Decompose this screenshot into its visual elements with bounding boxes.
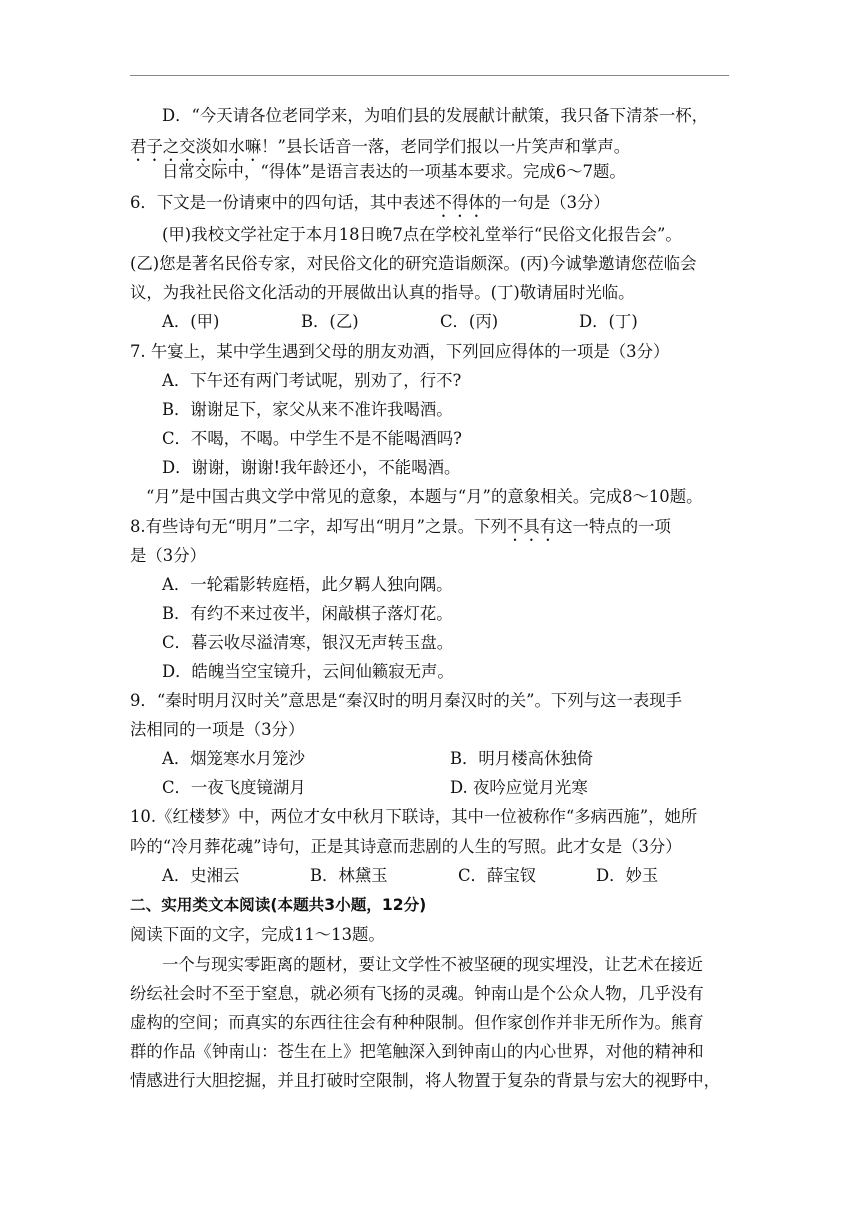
q10-option-b: B．林黛玉 xyxy=(310,866,388,885)
q10-stem-line2: 吟的“冷月葬花魂”诗句，正是其诗意而悲剧的人生的写照。此才女是（3分） xyxy=(130,837,682,856)
q7-option-c: C．不喝，不喝。中学生不是不能喝酒吗? xyxy=(162,429,462,448)
q6-para-line1: (甲)我校文学社定于本月18日晚7点在学校礼堂举行“民俗文化报告会”。 xyxy=(162,225,682,244)
passage-line1: 一个与现实零距离的题材，要让文学性不被坚硬的现实埋没，让艺术在接近 xyxy=(162,955,703,974)
q5-option-d-line1: D．“今天请各位老同学来，为咱们县的发展献计献策，我只备下清茶一杯， xyxy=(162,106,709,125)
q7-option-d: D．谢谢，谢谢!我年龄还小，不能喝酒。 xyxy=(162,458,461,477)
q8-option-d: D．皓魄当空宝镜升，云间仙籁寂无声。 xyxy=(162,662,454,681)
q8-option-b: B．有约不来过夜半，闲敲棋子落灯花。 xyxy=(162,604,453,623)
q6-stem-pre: 6．下文是一份请柬中的四句话，其中表述 xyxy=(130,193,436,212)
q10-option-a: A．史湘云 xyxy=(162,866,240,885)
passage-line4: 群的作品《钟南山：苍生在上》把笔触深入到钟南山的内心世界，对他的精神和 xyxy=(130,1042,704,1061)
q7-option-b: B．谢谢足下，家父从来不准许我喝酒。 xyxy=(162,400,453,419)
q7-stem: 7. 午宴上，某中学生遇到父母的朋友劝酒，下列回应得体的一项是（3分） xyxy=(130,342,670,361)
header-rule xyxy=(130,75,729,76)
q8-stem-pre: 8.有些诗句无“明月”二字，却写出“明月”之景。下列 xyxy=(130,517,507,536)
q6-stem xyxy=(130,193,610,221)
q6-stem-post: 的一句是（3分） xyxy=(484,193,610,212)
q10-option-c: C．薛宝钗 xyxy=(458,866,537,885)
section2-instruction: 阅读下面的文字，完成11～13题。 xyxy=(130,925,385,944)
q8-stem-line2: 是（3分） xyxy=(130,546,206,565)
q5-option-d-line2 xyxy=(130,137,630,165)
q9-option-a: A．烟笼寒水月笼沙 xyxy=(162,749,305,768)
q5-option-d-dotted: 君子之交淡如水嘛 xyxy=(130,137,262,156)
q10-option-d: D．妙玉 xyxy=(596,866,659,885)
q6-option-c: C．(丙) xyxy=(440,312,499,331)
section2-heading: 二、实用类文本阅读(本题共3小题，12分) xyxy=(130,896,427,914)
q5-option-d-rest: ！”县长话音一落，老同学们报以一片笑声和掌声。 xyxy=(261,137,631,156)
q6-option-d: D．(丁) xyxy=(579,312,638,331)
q8-stem-post: 这一特点的一项 xyxy=(556,517,671,536)
q10-stem-line1: 10.《红楼梦》中，两位才女中秋月下联诗，其中一位被称作“多病西施”，她所 xyxy=(130,807,698,826)
q6-option-b: B．(乙) xyxy=(301,312,359,331)
passage-line2: 纷纭社会时不至于窒息，就必须有飞扬的灵魂。钟南山是个公众人物，几乎没有 xyxy=(130,984,704,1003)
q8-stem-dotted: 不具有 xyxy=(506,517,557,536)
passage-line5: 情感进行大胆挖掘，并且打破时空限制，将人物置于复杂的背景与宏大的视野中， xyxy=(130,1071,721,1090)
q6-stem-dotted: 不得体 xyxy=(435,193,485,212)
intro-8-10: “月”是中国古典文学中常见的意象，本题与“月”的意象相关。完成8～10题。 xyxy=(146,487,703,506)
passage-line3: 虚构的空间；而真实的东西往往会有种种限制。但作家创作并非无所作为。熊育 xyxy=(130,1013,704,1032)
q9-option-d: D. 夜吟应觉月光寒 xyxy=(450,778,588,797)
q9-stem-line2: 法相同的一项是（3分） xyxy=(130,720,305,739)
q8-option-c: C．暮云收尽溢清寒，银汉无声转玉盘。 xyxy=(162,633,454,652)
q7-option-a: A．下午还有两门考试呢，别劝了，行不? xyxy=(162,371,462,390)
q9-stem-line1: 9．“秦时明月汉时关”意思是“秦汉时的明月秦汉时的关”。下列与这一表现手 xyxy=(130,691,683,710)
q8-stem xyxy=(130,517,671,545)
q6-para-line3: 议，为我社民俗文化活动的开展做出认真的指导。(丁)敬请届时光临。 xyxy=(130,283,635,302)
q6-para-line2: (乙)您是著名民俗专家，对民俗文化的研究造诣颇深。(丙)今诚挚邀请您莅临会 xyxy=(130,254,697,273)
q6-option-a: A．(甲) xyxy=(162,312,220,331)
intro-6-7: 日常交际中，“得体”是语言表达的一项基本要求。完成6～7题。 xyxy=(162,162,626,181)
q9-option-c: C．一夜飞度镜湖月 xyxy=(162,778,306,797)
q8-option-a: A．一轮霜影转庭梧，此夕羁人独向隅。 xyxy=(162,575,453,594)
q9-option-b: B．明月楼高休独倚 xyxy=(450,749,594,768)
